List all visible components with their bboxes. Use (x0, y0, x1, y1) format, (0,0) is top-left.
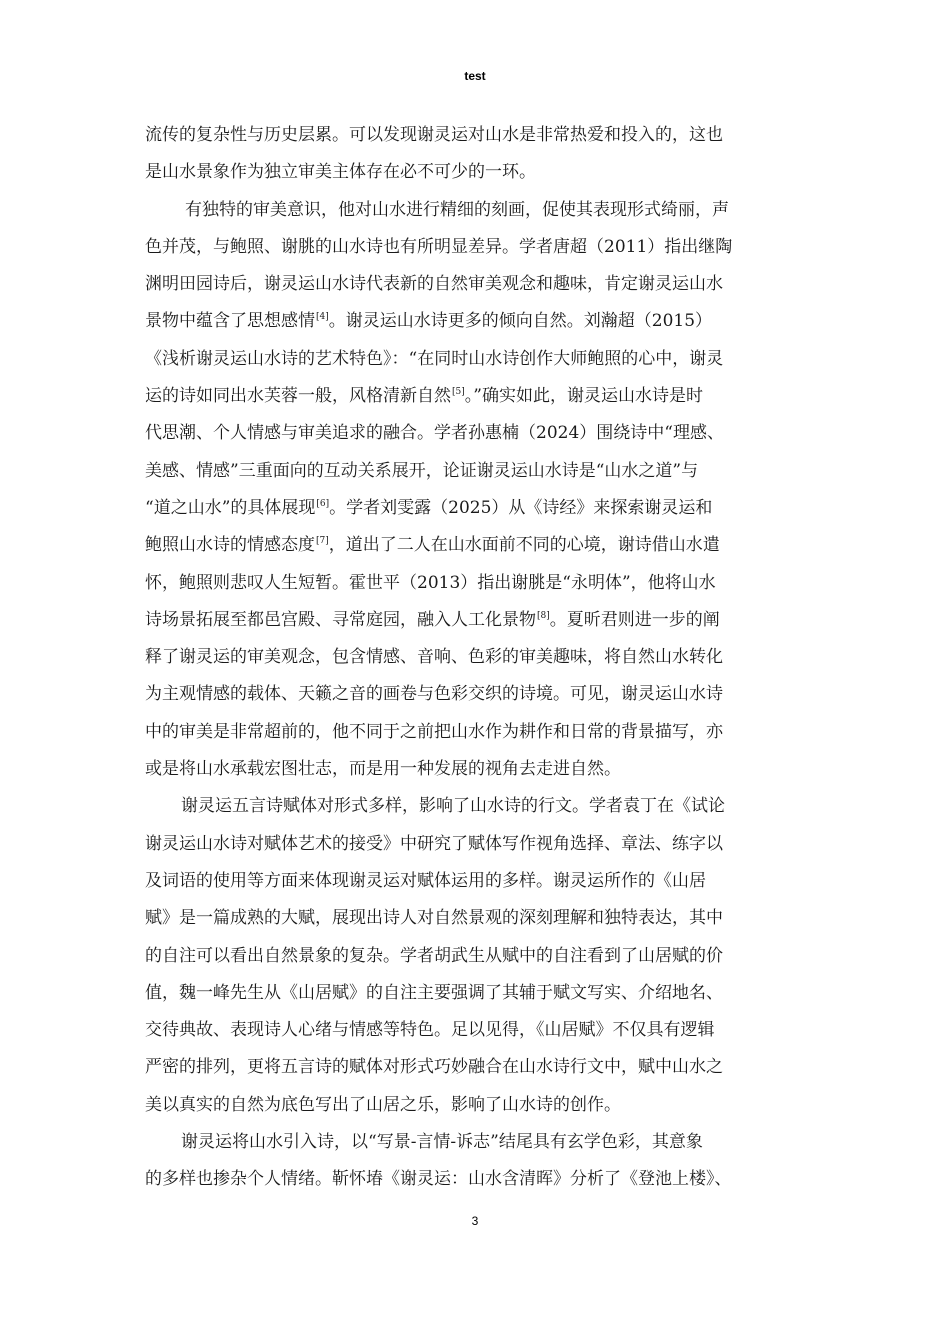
text-line: 《浅析谢灵运山水诗的艺术特色》：“在同时山水诗创作大师鲍照的心中，谢灵 (145, 348, 724, 369)
text-segment: 运的诗如同出水芙蓉一般，风格清新自然 (145, 386, 451, 407)
text-line: 是山水景象作为独立审美主体存在必不可少的一环。 (145, 162, 536, 183)
text-segment: “道之山水”的具体展现 (145, 497, 316, 518)
text-line: 及词语的使用等方面来体现谢灵运对赋体运用的多样。谢灵运所作的《山居 (145, 870, 706, 891)
text-line: 赋》是一篇成熟的大赋，展现出诗人对自然景观的深刻理解和独特表达，其中 (145, 908, 723, 929)
text-line: 中的审美是非常超前的，他不同于之前把山水作为耕作和日常的背景描写，亦 (145, 721, 723, 742)
text-line: 谢灵运山水诗对赋体艺术的接受》中研究了赋体写作视角选择、章法、练字以 (145, 833, 723, 854)
text-segment: 。”确实如此，谢灵运山水诗是时 (464, 386, 703, 407)
text-line: 的多样也掺杂个人情绪。靳怀堾《谢灵运：山水含清晖》分析了《登池上楼》、 (145, 1169, 732, 1190)
text-line: 色并茂，与鲍照、谢朓的山水诗也有所明显差异。学者唐超（2011）指出继陶 (145, 236, 733, 257)
text-line: 美以真实的自然为底色写出了山居之乐，影响了山水诗的创作。 (145, 1094, 621, 1115)
text-segment: 诗场景拓展至都邑宫殿、寻常庭园，融入人工化景物 (145, 609, 536, 630)
text-line: 怀，鲍照则悲叹人生短暂。霍世平（2013）指出谢朓是“永明体”，他将山水 (145, 572, 716, 593)
text-line: 渊明田园诗后，谢灵运山水诗代表新的自然审美观念和趣味，肯定谢灵运山水 (145, 274, 723, 295)
page-header: test (464, 69, 486, 83)
text-segment: 鲍照山水诗的情感态度 (145, 535, 315, 556)
text-segment: ，道出了二人在山水面前不同的心境，谢诗借山水遣 (328, 535, 720, 556)
citation-mark: [7] (316, 536, 329, 547)
text-line (145, 602, 810, 639)
body-text (145, 117, 810, 1199)
text-line (145, 527, 810, 564)
text-line (145, 378, 810, 415)
text-segment: 。夏昕君则进一步的阐 (549, 609, 720, 630)
text-line: 为主观情感的载体、天籁之音的画卷与色彩交织的诗境。可见，谢灵运山水诗 (145, 684, 723, 705)
text-line (145, 303, 810, 340)
text-line: 谢灵运五言诗赋体对形式多样，影响了山水诗的行文。学者袁丁在《试论 (181, 796, 725, 817)
text-line: 的自注可以看出自然景象的复杂。学者胡武生从赋中的自注看到了山居赋的价 (145, 945, 723, 966)
text-line (145, 490, 810, 527)
text-line: 谢灵运将山水引入诗，以“写景-言情-诉志”结尾具有玄学色彩，其意象 (181, 1132, 703, 1153)
text-line: 或是将山水承载宏图壮志，而是用一种发展的视角去走进自然。 (145, 759, 621, 780)
text-line: 有独特的审美意识，他对山水进行精细的刻画，促使其表现形式绮丽，声 (185, 199, 729, 220)
text-line: 严密的排列，更将五言诗的赋体对形式巧妙融合在山水诗行文中，赋中山水之 (145, 1057, 723, 1078)
text-segment: 景物中蕴含了思想感情 (145, 311, 315, 332)
text-segment: 。学者刘雯露（2025）从《诗经》来探索谢灵运和 (329, 497, 713, 518)
text-line: 流传的复杂性与历史层累。可以发现谢灵运对山水是非常热爱和投入的，这也 (145, 125, 723, 145)
citation-mark: [6] (316, 498, 330, 509)
text-line: 释了谢灵运的审美观念，包含情感、音响、色彩的审美趣味，将自然山水转化 (145, 647, 723, 668)
citation-mark: [4] (316, 312, 329, 323)
citation-mark: [5] (452, 387, 465, 398)
page-number: 3 (471, 1214, 479, 1228)
text-segment: 。谢灵运山水诗更多的倾向自然。刘瀚超（2015） (328, 311, 713, 332)
text-line: 美感、情感”三重面向的互动关系展开，论证谢灵运山水诗是“山水之道”与 (145, 460, 699, 481)
text-line: 交待典故、表现诗人心绪与情感等特色。足以见得，《山居赋》不仅具有逻辑 (145, 1020, 715, 1041)
citation-mark: [8] (537, 610, 550, 621)
text-line: 值，魏一峰先生从《山居赋》的自注主要强调了其辅于赋文写实、介绍地名、 (145, 982, 723, 1003)
text-line: 代思潮、个人情感与审美追求的融合。学者孙惠楠（2024）围绕诗中“理感、 (145, 423, 724, 444)
